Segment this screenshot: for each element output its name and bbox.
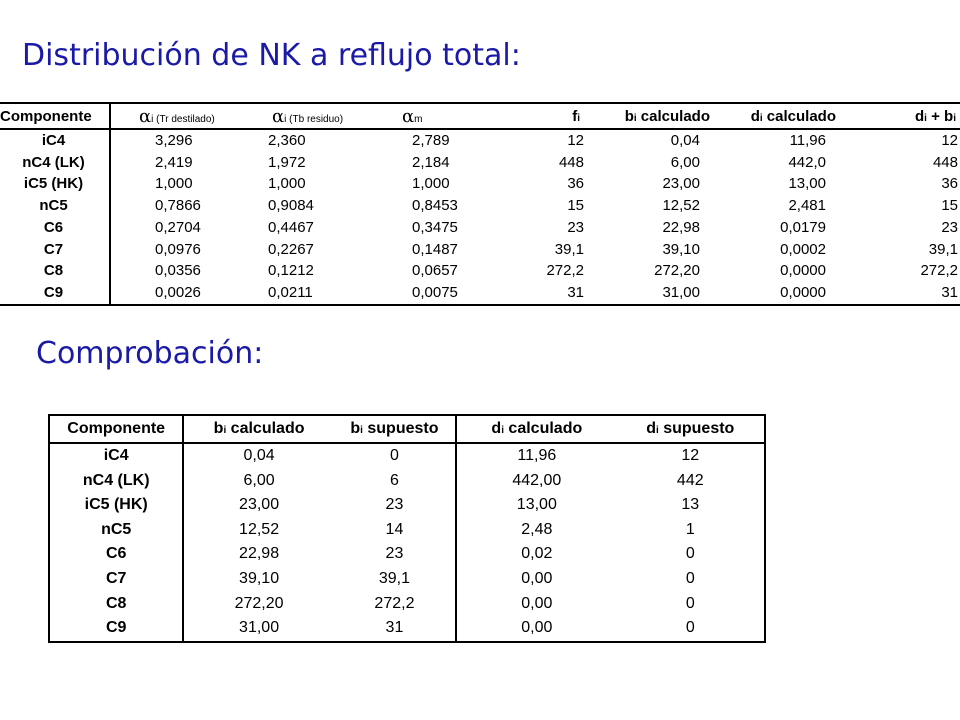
cell-bi-supuesto: 31 (334, 616, 456, 642)
cell-bi-calculado: 22,98 (662, 218, 700, 236)
cell-componente: C8 (0, 260, 110, 282)
cell-bi-calculado: 0,04 (243, 447, 275, 464)
header-bi-calculado (596, 103, 718, 129)
cell-bi-supuesto: 272,2 (334, 592, 456, 617)
cell-componente: iC4 (49, 443, 183, 469)
cell-di-calculado: 442,0 (788, 153, 826, 171)
cell-di-plus-bi: 15 (941, 197, 958, 215)
cell-di-calculado: 2,481 (788, 197, 826, 215)
b-label: b (350, 420, 361, 437)
cell-bi-calculado: 39,10 (239, 569, 280, 587)
header-di-calculado (456, 415, 616, 443)
cell-alpha-tb: 1,972 (268, 153, 306, 171)
cell-bi-calculado: 12,52 (662, 197, 700, 215)
cell-bi-calculado: 39,10 (662, 240, 700, 258)
tb-note: (Tb residuo) (286, 113, 344, 125)
cell-alpha-m: 0,0075 (374, 282, 516, 305)
cell-bi-calculado: 23,00 (662, 175, 700, 193)
cell-di-plus-bi: 272,2 (920, 262, 958, 280)
cell-bi-supuesto: 39,1 (334, 567, 456, 592)
header-di-supuesto (617, 415, 765, 443)
i-subscript: i (223, 425, 227, 436)
cell-bi-calculado: 272,20 (654, 262, 700, 280)
distribution-body (0, 129, 960, 305)
cell-componente: nC5 (0, 195, 110, 217)
cell-componente: nC4 (LK) (0, 152, 110, 174)
cell-bi-calculado: 6,00 (670, 153, 700, 171)
cell-di-calculado: 0,0000 (780, 262, 826, 280)
header-alpha-tr (110, 103, 244, 129)
i-subscript: i (924, 112, 927, 124)
table-row (49, 616, 765, 642)
calculado-label: calculado (636, 107, 710, 125)
cell-di-supuesto: 442 (676, 471, 704, 489)
cell-di-plus-bi: 12 (941, 132, 958, 149)
i-subscript: i (953, 112, 956, 124)
title-comprobacion: Comprobación: (36, 336, 264, 371)
cell-alpha-tb: 0,9084 (268, 197, 314, 215)
cell-di-calculado: 0,0002 (780, 240, 826, 258)
cell-di-plus-bi: 31 (846, 282, 960, 305)
cell-bi-calculado: 31,00 (596, 282, 718, 305)
table-row (49, 469, 765, 494)
cell-fi: 15 (567, 197, 584, 215)
verification-table (48, 414, 766, 643)
cell-di-supuesto: 1 (685, 520, 695, 538)
d-label: d (915, 107, 925, 125)
header-bi-calculado (183, 415, 333, 443)
header-alpha-tb (244, 103, 374, 129)
cell-alpha-m: 0,3475 (412, 218, 458, 236)
distribution-header-row (0, 103, 960, 129)
table-row (49, 518, 765, 543)
i-subscript: i (577, 112, 580, 124)
cell-di-calculado: 0,0179 (780, 218, 826, 236)
cell-componente: C8 (49, 592, 183, 617)
cell-alpha-tr: 3,296 (155, 132, 193, 149)
cell-bi-calculado: 12,52 (239, 520, 280, 538)
cell-di-calculado: 11,96 (517, 447, 557, 464)
cell-alpha-tb: 0,4467 (268, 218, 314, 236)
cell-alpha-tr: 0,0026 (110, 282, 244, 305)
alpha-subscript: i (151, 113, 154, 125)
cell-fi: 448 (558, 153, 584, 171)
cell-di-calculado: 0,00 (521, 594, 553, 612)
header-componente: Componente (49, 415, 183, 443)
header-di-plus-bi (846, 103, 960, 129)
cell-alpha-m: 0,0657 (412, 262, 458, 280)
calculado-label: calculado (762, 107, 836, 125)
cell-alpha-tb: 0,1212 (268, 262, 314, 280)
header-bi-supuesto (334, 415, 456, 443)
cell-alpha-tr: 2,419 (155, 153, 193, 171)
cell-di-plus-bi: 39,1 (928, 240, 958, 258)
cell-bi-calculado: 23,00 (239, 496, 280, 514)
cell-componente: C9 (49, 616, 183, 642)
cell-bi-calculado: 0,04 (670, 132, 700, 149)
cell-alpha-tb: 0,2267 (268, 240, 314, 258)
cell-componente: nC5 (49, 518, 183, 543)
cell-di-plus-bi: 36 (941, 175, 958, 193)
table-row (0, 195, 960, 217)
cell-componente: C9 (0, 282, 110, 305)
table-row (0, 152, 960, 174)
cell-fi: 272,2 (546, 262, 584, 280)
cell-di-calculado: 0,02 (521, 545, 553, 563)
table-row (49, 493, 765, 518)
cell-alpha-tr: 0,7866 (155, 197, 201, 215)
table-row (0, 129, 960, 152)
calculado-label: calculado (503, 420, 583, 437)
cell-di-supuesto: 12 (681, 447, 700, 464)
plus-b-label: + b (926, 107, 954, 125)
cell-componente: C7 (49, 567, 183, 592)
header-componente: Componente (0, 103, 110, 129)
cell-alpha-m: 0,8453 (412, 197, 458, 215)
cell-componente: C7 (0, 239, 110, 261)
cell-di-supuesto: 0 (685, 619, 695, 637)
table-row (0, 282, 960, 305)
table-row (0, 217, 960, 239)
d-label: d (491, 420, 502, 437)
title-distribucion: Distribución de NK a reflujo total: (22, 38, 521, 73)
cell-di-calculado: 11,96 (789, 132, 826, 149)
cell-di-supuesto: 0 (685, 545, 695, 563)
header-alpha-m (374, 103, 516, 129)
cell-di-plus-bi: 448 (932, 153, 958, 171)
d-label: d (750, 107, 760, 125)
cell-di-calculado: 2,48 (521, 520, 553, 538)
i-subscript: i (655, 425, 659, 436)
tr-note: (Tr destilado) (153, 113, 215, 125)
cell-bi-supuesto: 14 (334, 518, 456, 543)
cell-bi-calculado: 6,00 (243, 471, 275, 489)
cell-bi-supuesto: 23 (334, 542, 456, 567)
supuesto-label: supuesto (658, 420, 735, 437)
alpha-subscript: i (284, 113, 287, 125)
f-label: f (572, 107, 578, 125)
cell-bi-supuesto: 0 (334, 443, 456, 469)
cell-bi-supuesto: 23 (334, 493, 456, 518)
cell-bi-supuesto: 6 (334, 469, 456, 494)
cell-alpha-m: 2,184 (412, 153, 450, 171)
cell-di-supuesto: 13 (681, 496, 700, 514)
cell-fi: 23 (567, 218, 584, 236)
table-row (0, 260, 960, 282)
cell-fi: 31 (516, 282, 596, 305)
cell-di-calculado: 442,00 (512, 471, 562, 489)
cell-alpha-m: 2,789 (412, 132, 450, 149)
table-row (0, 173, 960, 195)
b-label: b (624, 107, 634, 125)
cell-alpha-tb: 2,360 (268, 132, 306, 149)
i-subscript: i (759, 112, 763, 124)
cell-di-calculado: 13,00 (516, 496, 557, 514)
cell-fi: 36 (567, 175, 584, 193)
cell-alpha-tb: 1,000 (268, 175, 306, 193)
table-row (49, 567, 765, 592)
cell-componente: C6 (0, 217, 110, 239)
cell-bi-calculado: 272,20 (234, 594, 284, 612)
cell-alpha-tr: 0,0356 (155, 262, 201, 280)
verification-header-row (49, 415, 765, 443)
cell-di-calculado: 0,00 (521, 569, 553, 587)
table-row (49, 542, 765, 567)
cell-componente: nC4 (LK) (49, 469, 183, 494)
cell-alpha-tr: 1,000 (155, 175, 193, 193)
cell-di-calculado: 0,00 (521, 619, 553, 637)
supuesto-label: supuesto (362, 420, 439, 437)
cell-alpha-m: 0,1487 (412, 240, 458, 258)
verification-body (49, 443, 765, 642)
cell-alpha-m: 1,000 (412, 175, 450, 193)
table-row (49, 443, 765, 469)
cell-di-calculado: 13,00 (788, 175, 826, 193)
alpha-symbol: α (139, 105, 152, 127)
i-subscript: i (633, 112, 637, 124)
cell-bi-calculado: 31,00 (239, 619, 280, 637)
cell-di-calculado: 0,0000 (718, 282, 846, 305)
header-di-calculado (718, 103, 846, 129)
d-label: d (646, 420, 656, 437)
b-label: b (213, 420, 224, 437)
cell-di-plus-bi: 23 (941, 218, 958, 236)
calculado-label: calculado (226, 420, 305, 437)
i-subscript: i (501, 425, 504, 436)
distribution-table (0, 102, 960, 306)
table-row (49, 592, 765, 617)
cell-componente: iC5 (HK) (0, 173, 110, 195)
cell-alpha-tb: 0,0211 (244, 282, 374, 305)
table-row (0, 239, 960, 261)
cell-bi-calculado: 22,98 (239, 545, 280, 563)
m-subscript: m (414, 113, 423, 125)
cell-componente: C6 (49, 542, 183, 567)
cell-di-supuesto: 0 (685, 594, 695, 612)
cell-alpha-tr: 0,2704 (155, 218, 201, 236)
header-fi (516, 103, 596, 129)
cell-di-supuesto: 0 (685, 569, 695, 587)
alpha-symbol: α (402, 105, 415, 127)
cell-fi: 12 (567, 132, 584, 149)
cell-componente: iC4 (0, 129, 110, 152)
i-subscript: i (360, 425, 363, 436)
alpha-symbol: α (272, 105, 285, 127)
cell-alpha-tr: 0,0976 (155, 240, 201, 258)
cell-fi: 39,1 (554, 240, 584, 258)
cell-componente: iC5 (HK) (49, 493, 183, 518)
